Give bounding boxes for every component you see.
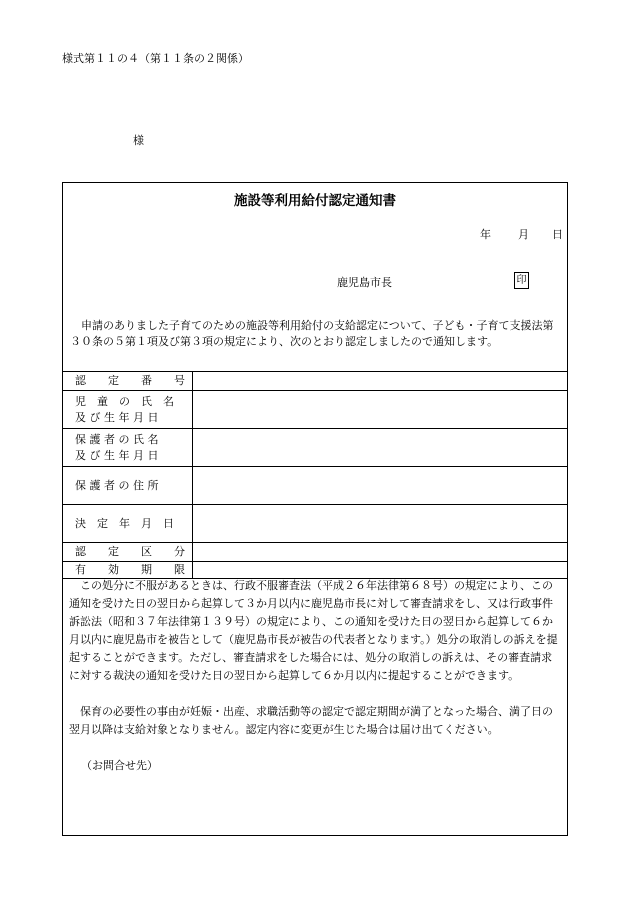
appeal-notice: この処分に不服があるときは、行政不服審査法（平成２６年法律第６８号）の規定により、この通知を受けた日の翌日から起算して３か月以内に鹿児島市長に対して審査請求をし、又は行政事件訴訟法（昭和３７年法律第１３９号）の規定により、この通知を受けた日の翌日から起算して６か月以内に鹿児島市を被告として（鹿児島市長が被告の代表者となります。）処分の取消しの訴えを提起することができます。ただし、審査請求をした場合には、処分の取消しの訴えは、その審査請求に対する裁決の通知を受けた日の翌日から起算して６か月以内に提起することができます。 <box>69 579 558 682</box>
row-label-line: 認 定 番 号 <box>75 374 185 387</box>
row-certification-category <box>63 542 567 561</box>
addressee-suffix: 様 <box>133 134 144 147</box>
row-value <box>193 429 567 466</box>
row-label <box>63 467 193 504</box>
row-label <box>63 562 193 578</box>
row-label <box>63 372 193 390</box>
row-guardian-address <box>63 466 567 504</box>
row-value <box>193 391 567 428</box>
row-label <box>63 429 193 466</box>
row-label-line: 及 び 生 年 月 日 <box>75 448 159 462</box>
document-title: 施設等利用給付認定通知書 <box>234 193 396 209</box>
date-month: 月 <box>518 228 529 241</box>
row-label-line: 決 定 年 月 日 <box>75 516 174 530</box>
row-value <box>193 467 567 504</box>
intro-text: 申請のありました子育てのための施設等利用給付の支給認定について、子ども・子育て支援法第３０条の５第１項及び第３項の規定により、次のとおり認定しましたので通知します。 <box>70 319 554 348</box>
row-label-line: 及 び 生 年 月 日 <box>75 410 159 424</box>
row-label-line: 児 童 の 氏 名 <box>75 394 174 408</box>
inquiry-label: （お問合せ先） <box>81 759 158 772</box>
detail-table <box>63 371 567 579</box>
row-label <box>63 543 193 561</box>
row-value <box>193 505 567 542</box>
row-label <box>63 505 193 542</box>
row-guardian-name-dob <box>63 428 567 466</box>
row-label-line: 認 定 区 分 <box>75 545 185 558</box>
notice-text <box>69 577 563 775</box>
row-child-name-dob <box>63 390 567 428</box>
row-decision-date <box>63 504 567 542</box>
form-number: 様式第１１の４（第１１条の２関係） <box>62 52 249 65</box>
notice-frame <box>62 182 568 836</box>
row-value <box>193 372 567 390</box>
row-value <box>193 543 567 561</box>
row-value <box>193 562 567 578</box>
seal-mark: 印 <box>514 272 529 289</box>
row-label <box>63 391 193 428</box>
row-label-line: 有 効 期 限 <box>75 563 185 576</box>
date-year: 年 <box>480 228 491 241</box>
date-day: 日 <box>552 228 563 241</box>
row-label-line: 保 護 者 の 住 所 <box>75 478 159 492</box>
eligibility-notice: 保育の必要性の事由が妊娠・出産、求職活動等の認定で認定期間が満了となった場合、満了日の翌月以降は支給対象となりません。認定内容に変更が生じた場合は届け出てください。 <box>69 705 553 736</box>
row-certification-number <box>63 371 567 390</box>
issuer-name: 鹿児島市長 <box>337 276 392 289</box>
row-label-line: 保 護 者 の 氏 名 <box>75 432 159 446</box>
